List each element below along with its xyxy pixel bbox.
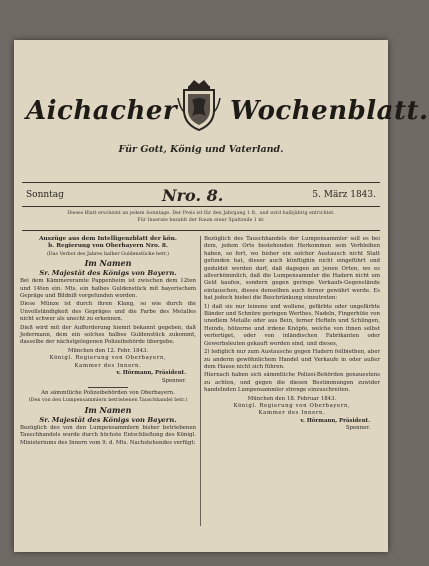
- left-paragraph-5: Bezüglich des von den Lumpensammlern bisher betriebenen Tauschhandels wurde durch höchste Entschließung des Königl. Ministeriums des Innern vom 9. d. Mts. Nachstehendes verfügt:: [20, 424, 196, 446]
- im-namen-1: Im Namen: [84, 258, 132, 269]
- majestat-2: Sr. Majestät des Königs von Bayern.: [39, 415, 177, 424]
- left-paragraph-3: Dieß wird mit der Aufforderung hiemit bekannt gegeben, daß Jedermann, dem ein solches halbes Guldenstück zukommt, dasselbe der nächstgelegenen Polizeibehörde übergebe.: [20, 324, 196, 346]
- majestat-1: Sr. Majestät des Königs von Bayern.: [39, 269, 177, 278]
- left-paragraph-4-note: (Den von den Lumpensammlern betriebenen Tauschhandel betr.): [28, 398, 188, 404]
- newspaper-page: [14, 40, 429, 552]
- right-date: München den 18. Februar 1843.: [247, 395, 337, 402]
- rule-columns: [22, 230, 380, 231]
- left-regierung-1: Königl. Regierung von Oberbayern,: [49, 355, 167, 362]
- rule-top: [22, 182, 380, 183]
- right-signature-2: Spenner.: [345, 425, 370, 432]
- left-heading-2: b. Regierung von Oberbayern Nro. 8.: [48, 243, 168, 250]
- left-heading-note: (Das Verbot des Jahres halber Guldenstücke betr.): [46, 251, 170, 257]
- rule-mid: [22, 206, 380, 207]
- right-item-1: 1) daß sie nur leinene und wollene, gefärbte oder ungefärbte Bänder und Schnüre geringen Werthes, Nadeln, Fingerhüte von unedlem Metalle oder aus Bein, ferner Hefteln und Schlingen, Heinds, hölzerne und irdene Knöpfe, welche von ihnen selbst verfertiget, oder von inländischen Fabrikanten oder Gewerbsleuten gekauft worden sind, und dieses,: [204, 303, 380, 347]
- left-date-1: München den 12. Febr. 1843.: [67, 347, 149, 354]
- left-signature-2: Spenner.: [161, 377, 186, 384]
- masthead-title-right: Wochenblatt.: [230, 96, 429, 126]
- notice-line-1: Dieses Blatt erscheint an jedem Sonntage. Der Preis ist für den Jahrgang 1 fl., und wird halbjährig entrichtet.: [67, 211, 335, 216]
- notice-line-2: Für Inserate bezahlt der Raum einer Spaltzeile 1 kr.: [137, 218, 265, 223]
- right-signature-1: v. Hörmann, Präsident.: [300, 417, 370, 424]
- issue-row: [22, 186, 380, 204]
- im-namen-2: Im Namen: [84, 404, 132, 415]
- issue-date: 5. März 1843.: [312, 190, 376, 200]
- right-paragraph-2: Hiernach haben sich sämmtliche Polizei-Behörden genauestens zu achten, und gegen die diesen Bestimmungen zuwider handelnden Lumpensammler strenge einzuschreiten.: [204, 372, 380, 394]
- right-regierung: Königl. Regierung von Oberbayern,: [233, 402, 351, 409]
- right-column: [204, 236, 380, 433]
- issue-number: Nro. 8.: [162, 186, 224, 205]
- left-paragraph-4: An sämmtliche Polizeibehörden von Oberbayern.: [41, 389, 175, 396]
- left-paragraph-1: Bei dem Kämmereramte Pappenheim ist zwischen dem 12ten und 14ten ein. Mts. ein halbes Guldenstück mit bayerischem Gepräge und Bildniß vorgefunden worden.: [20, 278, 196, 300]
- subscription-notice: [24, 210, 378, 224]
- issue-day: Sonntag: [26, 190, 64, 200]
- right-item-2: 2) lediglich nur zum Austausche gegen Hadern feilbiethen, aber zu anderm gewöhnlichem Handel und Verkaufe in oder außer dem Hause nicht sich führen.: [204, 349, 380, 370]
- left-signature-1: v. Hörmann, Präsident.: [116, 370, 186, 377]
- right-kammer: Kammer des Innern.: [258, 410, 326, 417]
- left-paragraph-2: Diese Münze ist durch ihren Klang, so wie durch die Unvollständigkeit des Gepräges und die Farbe des Metalles nicht schwer als unecht zu erkennen.: [20, 301, 196, 323]
- column-divider: [200, 236, 201, 526]
- left-separator: [88, 387, 128, 388]
- masthead-subtitle: Für Gott, König und Vaterland.: [118, 144, 284, 155]
- masthead-title-left: Aichacher: [26, 96, 178, 126]
- left-kammer-1: Kammer des Innern.: [74, 362, 142, 369]
- left-column: [20, 236, 196, 448]
- left-heading-1: Auszüge aus dem Intelligenzblatt der kön.: [39, 236, 177, 242]
- coat-of-arms-icon: [174, 78, 224, 132]
- right-paragraph-1: Bezüglich des Tauschhandels der Lumpensammler soll es bei dem, jedem Orts bestehenden Herkommen sein Verbleiben haben, so fort, wo bisher ein solcher Austausch nicht Statt gefunden hat, dieser auch künftighin nicht eingeführt und geduldet werden darf, daß dagegen an jenen Orten, wo es allverkömmlich, daß die Lumpensammler die Hadern nicht um Geld kaufen, sondern gegen geringe Verkaufs-Gegenstände eintauschen, dieses denselben auch ferner gewährt werde. Es hat jedoch hiebei die Beschränkung einzutreten:: [204, 236, 380, 302]
